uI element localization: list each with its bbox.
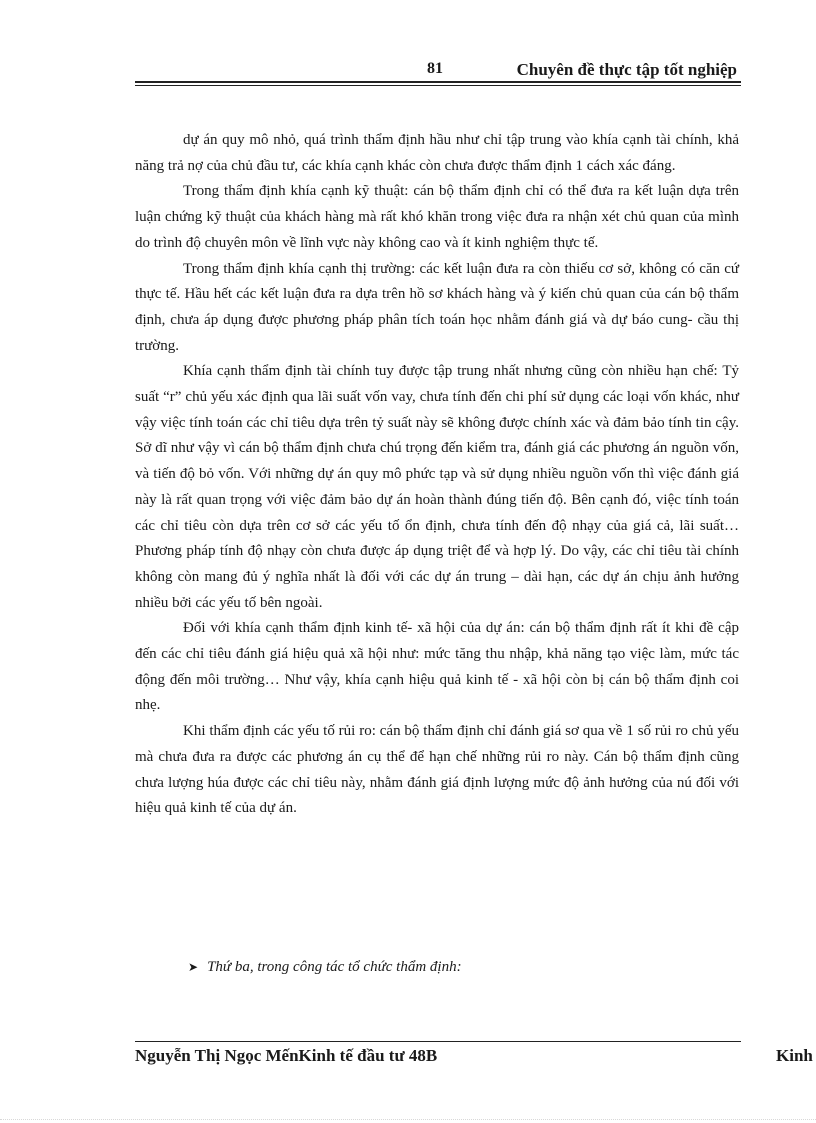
bullet-text: Thứ ba, trong công tác tổ chức thẩm định: (207, 959, 462, 975)
page-header (135, 58, 741, 84)
paragraph: Khía cạnh thẩm định tài chính tuy được tập trung nhất nhưng cũng còn nhiều hạn chế: Tỷ suất “r” chủ yếu xác định qua lãi suất vốn vay, chưa tính đến chi phí sử dụng các loại vốn khác, như vậy việc tính toán các chỉ tiêu dựa trên tỷ suất này sẽ không được chính xác và đảm bảo tính tin cậy. Sở dĩ như vậy vì cán bộ thẩm định chưa chú trọng đến kiểm tra, đánh giá các phương án nguồn vốn, và tiến độ bỏ vốn. Với những dự án quy mô phức tạp và sử dụng nhiều nguồn vốn thì việc đánh giá này là rất quan trọng với việc đảm bảo dự án hoàn thành đúng tiến độ. Bên cạnh đó, việc tính toán các chỉ tiêu còn dựa trên cơ sở các yếu tố ổn định, chưa tính đến độ nhạy của giá cả, lãi suất… Phương pháp tính độ nhạy còn chưa được áp dụng triệt để và hợp lý. Do vậy, các chỉ tiêu tài chính không còn mang đủ ý nghĩa nhất là đối với các dự án trung – dài hạn, các dự án chịu ảnh hưởng nhiều bởi các yếu tố bên ngoài. (135, 363, 739, 611)
paragraph: Trong thẩm định khía cạnh kỹ thuật: cán bộ thẩm định chỉ có thể đưa ra kết luận dựa trên luận chứng kỹ thuật của khách hàng mà rất khó khăn trong việc đưa ra nhận xét chủ quan của mình do trình độ chuyên môn về lĩnh vực này không cao và ít kinh nghiệm thực tế. (135, 183, 739, 251)
arrow-bullet-icon: ➤ (188, 960, 199, 974)
paragraph: Khi thẩm định các yếu tố rủi ro: cán bộ thẩm định chỉ đánh giá sơ qua về 1 số rủi ro chủ yếu mà chưa đưa ra được các phương án cụ thể để hạn chế những rủi ro này. Cán bộ thẩm định cũng chưa lượng húa được các chỉ tiêu này, nhằm đánh giá định lượng mức độ ảnh hưởng của nú đối với hiệu quả kinh tế của dự án. (135, 723, 739, 817)
footer-author: Nguyễn Thị Ngọc MếnKinh tế đầu tư 48B (135, 1046, 438, 1065)
footer-right-text: Kinh (776, 1046, 813, 1065)
paragraph: Trong thẩm định khía cạnh thị trường: các kết luận đưa ra còn thiếu cơ sở, không có căn cứ thực tế. Hầu hết các kết luận đưa ra dựa trên hồ sơ khách hàng và ý kiến chủ quan của cán bộ thẩm định, chưa áp dụng được phương pháp phân tích toán học nhằm đánh giá và dự báo cung- cầu thị trường. (135, 260, 739, 354)
footer-rule (135, 1041, 741, 1042)
section-bullet (188, 959, 462, 976)
body-text (135, 128, 739, 822)
page-edge (0, 1119, 816, 1121)
header-rule-thin (135, 85, 741, 86)
page-number: 81 (427, 60, 443, 77)
header-title: Chuyên đề thực tập tốt nghiệp (516, 60, 737, 79)
paragraph: Đối với khía cạnh thẩm định kinh tế- xã hội của dự án: cán bộ thẩm định rất ít khi đề cập đến các chỉ tiêu đánh giá hiệu quả xã hội như: mức tăng thu nhập, khả năng tạo việc làm, mức tác động đến môi trường… Như vậy, khía cạnh hiệu quả kinh tế - xã hội còn bị cán bộ thẩm định coi nhẹ. (135, 620, 739, 714)
header-rule (135, 81, 741, 83)
paragraph: dự án quy mô nhỏ, quá trình thẩm định hầu như chỉ tập trung vào khía cạnh tài chính, khả năng trả nợ của chủ đầu tư, các khía cạnh khác còn chưa được thẩm định 1 cách xác đáng. (135, 132, 739, 174)
